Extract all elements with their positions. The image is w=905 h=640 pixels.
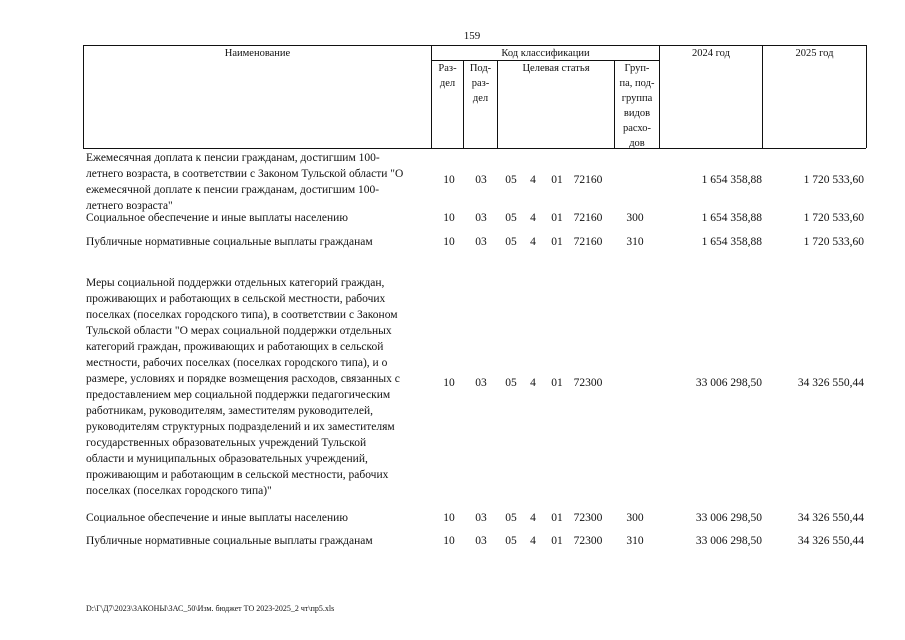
row-name-line: поселках (поселках городского типа)" [86,485,272,497]
row-target-program: 05 [505,377,517,389]
row-amount-2024: 1 654 358,88 [701,212,762,224]
row-name [86,150,431,214]
row-podrazdel: 03 [475,377,487,389]
row-target-subprogram: 01 [551,174,563,186]
row-target-direction: 72160 [573,174,603,186]
row-amount-2025: 1 720 533,60 [803,174,864,186]
row-name-line: Ежемесячная доплата к пенсии гражданам, достигшим 100- [86,152,380,164]
row-amount-2025: 1 720 533,60 [803,212,864,224]
page-number: 159 [463,30,481,42]
row-amount-2024: 33 006 298,50 [695,377,762,389]
row-name [86,234,431,250]
header-group-line: расхо- [622,123,652,134]
row-razdel: 10 [443,174,455,186]
row-target-type: 4 [530,212,536,224]
row-amount-2025: 1 720 533,60 [803,236,864,248]
row-target-direction: 72160 [573,236,603,248]
header-year-2025: 2025 год [795,48,834,59]
header-razdel-line: дел [439,78,456,89]
row-target-type: 4 [530,535,536,547]
row-target-program: 05 [505,535,517,547]
header-razdel-line: Раз- [438,63,457,74]
header-group-line: па, под- [619,78,655,89]
row-name-line: Социальное обеспечение и иные выплаты населению [86,212,348,224]
row-razdel: 10 [443,377,455,389]
row-name-line: проживающим и работающим в сельской местности, рабочих [86,469,389,481]
footer-path: D:\Г\Д7\2023\ЗАКОНЫ\ЗАС_50\Изм. бюджет ТО 2023-2025_2 чт\пр5.xls [86,604,335,613]
row-name-line: государственных образовательных учреждений Тульской [86,437,367,449]
row-name [86,210,431,226]
row-name [86,510,431,526]
row-name-line: поселках (поселках городского типа), в соответствии с Законом [86,309,398,321]
row-group: 310 [626,535,644,547]
row-name [86,275,431,499]
row-name-line: работникам, руководителям, заместителям руководителей, [86,405,374,417]
row-target-subprogram: 01 [551,377,563,389]
row-group: 300 [626,212,644,224]
header-podrazdel-line: раз- [471,78,490,89]
row-amount-2025: 34 326 550,44 [797,512,864,524]
row-amount-2024: 1 654 358,88 [701,236,762,248]
row-name-line: предоставлением мер социальной поддержки педагогическим [86,389,391,401]
row-target-program: 05 [505,212,517,224]
row-target-type: 4 [530,377,536,389]
row-razdel: 10 [443,236,455,248]
row-target-subprogram: 01 [551,212,563,224]
row-name-line: ежемесячной доплате к пенсии гражданам, достигшим 100- [86,184,380,196]
header-year-2024: 2024 год [692,48,730,59]
row-podrazdel: 03 [475,512,487,524]
row-podrazdel: 03 [475,535,487,547]
header-group-line: Груп- [624,63,650,74]
row-name-line: Социальное обеспечение и иные выплаты населению [86,512,348,524]
row-target-direction: 72300 [573,535,603,547]
row-target-type: 4 [530,174,536,186]
header-group-line: группа [621,93,653,104]
header-podrazdel-line: дел [472,93,489,104]
row-podrazdel: 03 [475,174,487,186]
header-target: Целевая статья [522,63,590,74]
header-name: Наименование [224,48,291,59]
row-target-direction: 72160 [573,212,603,224]
row-name-line: Публичные нормативные социальные выплаты гражданам [86,236,373,248]
row-group: 310 [626,236,644,248]
header-podrazdel-line: Под- [469,63,492,74]
row-podrazdel: 03 [475,236,487,248]
row-razdel: 10 [443,512,455,524]
header-podrazdel [464,61,497,106]
row-razdel: 10 [443,535,455,547]
row-target-program: 05 [505,236,517,248]
row-name-line: Тульской области "О мерах социальной поддержки отдельных [86,325,392,337]
row-name-line: категорий граждан, проживающих и работающих в сельской [86,341,384,353]
row-name-line: летнего возраста" [86,200,173,212]
row-name-line: Меры социальной поддержки отдельных категорий граждан, [86,277,385,289]
row-name-line: размере, условиях и порядке возмещения расходов, связанных с [86,373,400,385]
header-group-line: дов [629,138,645,149]
row-razdel: 10 [443,212,455,224]
row-target-type: 4 [530,512,536,524]
row-target-program: 05 [505,174,517,186]
row-name-line: местности, рабочих поселках (поселках городского типа), и о [86,357,388,369]
header-code-group: Код классификации [501,48,590,59]
row-amount-2024: 33 006 298,50 [695,512,762,524]
row-target-subprogram: 01 [551,535,563,547]
row-target-subprogram: 01 [551,512,563,524]
row-name-line: области и муниципальных образовательных учреждений, [86,453,368,465]
header-group-line: видов [623,108,651,119]
row-name-line: летнего возраста, в соответствии с Законом Тульской области "О [86,168,404,180]
row-target-program: 05 [505,512,517,524]
row-target-direction: 72300 [573,512,603,524]
row-podrazdel: 03 [475,212,487,224]
row-target-subprogram: 01 [551,236,563,248]
header-razdel [432,61,463,91]
row-name-line: Публичные нормативные социальные выплаты гражданам [86,535,373,547]
row-amount-2024: 33 006 298,50 [695,535,762,547]
row-name [86,533,431,549]
row-target-direction: 72300 [573,377,603,389]
row-name-line: руководителям структурных подразделений и их заместителям [86,421,395,433]
row-amount-2025: 34 326 550,44 [797,377,864,389]
row-name-line: проживающих и работающих в сельской местности, рабочих [86,293,386,305]
row-amount-2024: 1 654 358,88 [701,174,762,186]
row-amount-2025: 34 326 550,44 [797,535,864,547]
row-group: 300 [626,512,644,524]
header-group [615,61,659,151]
row-target-type: 4 [530,236,536,248]
